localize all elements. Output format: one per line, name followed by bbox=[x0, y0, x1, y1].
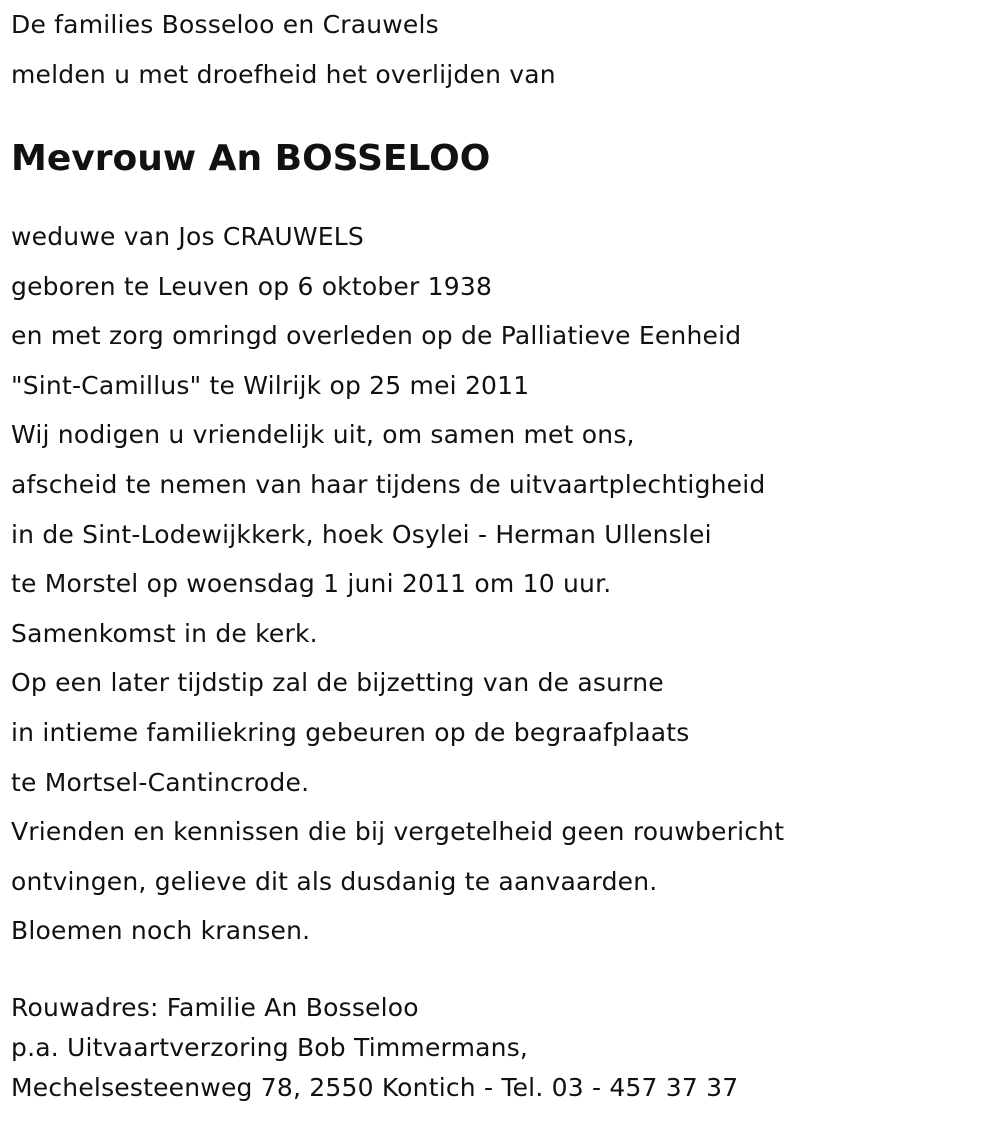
body-line: te Morstel op woensdag 1 juni 2011 om 10 uur. bbox=[11, 569, 612, 599]
intro-line: De families Bosseloo en Crauwels bbox=[11, 10, 439, 39]
body-line: Wij nodigen u vriendelijk uit, om samen met ons, bbox=[11, 420, 635, 450]
body-line: ontvingen, gelieve dit als dusdanig te aanvaarden. bbox=[11, 866, 658, 896]
body-line: in intieme familiekring gebeuren op de begraafplaats bbox=[11, 717, 690, 747]
body-line: te Mortsel-Cantincrode. bbox=[11, 767, 310, 797]
notice-body bbox=[11, 212, 991, 956]
mourning-address bbox=[11, 988, 991, 1108]
address-line: Mechelsesteenweg 78, 2550 Kontich - Tel. 03 - 457 37 37 bbox=[11, 1072, 739, 1102]
body-line: in de Sint-Lodewijkkerk, hoek Osylei - Herman Ullenslei bbox=[11, 519, 712, 549]
deceased-name: Mevrouw An BOSSELOO bbox=[11, 138, 491, 179]
death-notice bbox=[11, 0, 991, 1108]
body-line: Bloemen noch kransen. bbox=[11, 916, 311, 946]
body-line: Op een later tijdstip zal de bijzetting van de asurne bbox=[11, 668, 664, 698]
body-line: Samenkomst in de kerk. bbox=[11, 618, 318, 648]
address-line: p.a. Uitvaartverzoring Bob Timmermans, bbox=[11, 1032, 529, 1062]
intro-line: melden u met droefheid het overlijden van bbox=[11, 59, 556, 89]
body-line: Vrienden en kennissen die bij vergetelheid geen rouwbericht bbox=[11, 817, 785, 847]
intro-block bbox=[11, 0, 991, 99]
body-line: afscheid te nemen van haar tijdens de uitvaartplechtigheid bbox=[11, 469, 766, 499]
body-line: en met zorg omringd overleden op de Palliatieve Eenheid bbox=[11, 321, 742, 351]
body-line: weduwe van Jos CRAUWELS bbox=[11, 222, 364, 251]
body-line: "Sint-Camillus" te Wilrijk op 25 mei 2011 bbox=[11, 370, 530, 400]
body-line: geboren te Leuven op 6 oktober 1938 bbox=[11, 271, 493, 301]
address-line: Rouwadres: Familie An Bosseloo bbox=[11, 992, 419, 1022]
